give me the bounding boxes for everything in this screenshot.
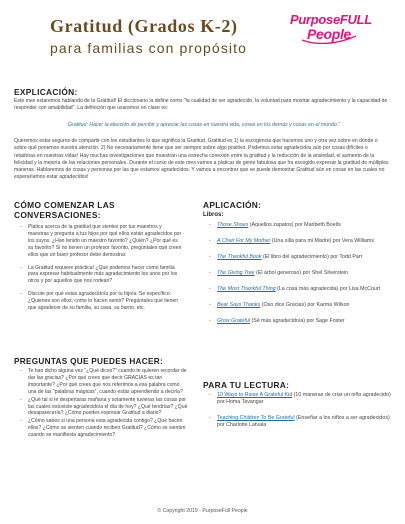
page-header: [0, 0, 405, 86]
book-item: [205, 302, 395, 309]
pregunta-item: - ¿Cómo sabes si una persona esta agradecida contigo? ¿Qué hacen ellos? ¿Cómo se sienten cuando reciben Gratitud? ¿Cómo se sienten cuando se manifiesta agradecimiento?: [18, 418, 188, 439]
reading-details: (Enseñar a los niños a ser agradecidos) por Charlotte Latvala: [217, 414, 390, 429]
book-link[interactable]: A Chair For My Mother: [217, 238, 271, 244]
book-item: [205, 318, 395, 325]
book-item: [205, 286, 395, 293]
reading-item: [205, 415, 395, 430]
book-details: (Oso dice Gracias) por Karma Wilson: [260, 302, 350, 308]
books-list: [205, 222, 395, 334]
book-link[interactable]: Those Shoes: [217, 222, 249, 228]
copyright-footer: © Copyright 2019 - PurposeFull People: [157, 508, 248, 514]
conversaciones-heading: CÓMO COMENZAR LAS CONVERSACIONES:: [14, 200, 115, 220]
book-details: (El árbol generoso) por Shel Silverstein: [254, 270, 349, 276]
book-item: [205, 270, 395, 277]
pregunta-item: - ¿Qué tal si te despertaras mañana y solamente tuvieras las cosas por las cuales estuviste agradecido/a el día de hoy? ¿Qué tendrías? ¿Qué desaparecería? ¿Cómo puedes expresar Gratitud a diario?: [18, 397, 188, 418]
book-link[interactable]: The Giving Tree: [217, 270, 255, 276]
book-item: [205, 254, 395, 261]
book-item: [205, 238, 395, 245]
lectura-heading: PARA TU LECTURA:: [203, 380, 290, 390]
preguntas-list: [18, 368, 188, 440]
book-link[interactable]: The Most Thankful Thing: [217, 286, 276, 292]
conversacion-item: - La Gratitud requiere práctica! ¿Qué podemos hacer como familia para expresar habitualmente más agradecimiento los unos por los otros y por aquellos que nos rodean?: [18, 265, 182, 286]
logo-swoosh-icon: [298, 24, 360, 44]
preguntas-heading: PREGUNTAS QUE PUEDES HACER:: [14, 357, 163, 366]
aplicacion-heading: APLICACIÓN:: [203, 200, 262, 210]
pregunta-item: - Te han dicho alguna vez "¿Qué dices?" cuando te quieren recordar de dar las gracias? ¿Por qué crees que decir GRACIAS es tan importante? ¿Por qué crees que nos referimos a esa palabra como una de las "palabras mágicas", cuando estás aprendiendo a decirla?: [18, 368, 188, 396]
libros-subheading: Libros:: [203, 212, 224, 218]
book-item: [205, 222, 395, 229]
explicacion-intro: Este mes estaremos hablando de la Gratitud! El diccionario la define como "la cualidad de ser agradecido, la voluntad para mostrar agradecimiento y la capacidad de responder con amabilidad". La definición que usaremos en clase es:: [14, 98, 388, 112]
book-details: (Sé más agradecido/a) por Sage Foster: [249, 318, 345, 324]
reading-list: [205, 392, 395, 438]
conversacion-item: - Platica acerca de la gratitud que sientes por tus maestros y maestras y pregunta a tus hijos por qué ellos están agradecidos por los suyos. ¿Han tenido un maestro favorito? ¿Quién? ¿Por qué es su favorito? Si no tienen un profesor favorito, pregúntales qué creen ellos que un buen profesor debe demostrar.: [18, 224, 182, 259]
book-details: (Una silla para mi Madre) por Vera Williams: [270, 238, 374, 244]
book-link[interactable]: Bear Says Thanks: [217, 302, 261, 308]
book-link[interactable]: The Thankful Book: [217, 254, 262, 260]
book-details: (Aquellos zapatos) por Maribeth Boelts: [248, 222, 341, 228]
conversacion-item: - Discute por qué estas agradecido/a por tu hijo/a. Se específico: ¿Quienes son ellos, como lo hacen sentir? Pregúntales qué tienen que agradecer de su familia, su casa, su barrio, etc.: [18, 291, 182, 312]
logo-line-1: PurposeFULL: [290, 12, 372, 27]
reading-details: (10 maneras de criar un niño agradecido) por Homa Tavangar: [217, 392, 391, 406]
book-details: (La cosa más agradecida) por Lisa McCourt: [275, 286, 381, 292]
book-details: (El libro del agradecimiento) por Todd Parr: [261, 254, 363, 260]
reading-link[interactable]: 10 Ways to Raise A Grateful Kid: [217, 392, 293, 398]
purposefull-people-logo: [290, 12, 372, 68]
page-subtitle: para familias con propósito: [50, 40, 248, 56]
gratitud-definition: Gratitud: Hacer la elección de percibir y apreciar las cosas en nuestra vida, cosas en los demás y cosas en el mundo.": [67, 122, 340, 128]
reading-item: [205, 392, 395, 407]
conversaciones-list: [18, 224, 182, 318]
logo-line-2: People: [306, 26, 352, 42]
book-link[interactable]: Grow Grateful: [217, 318, 250, 324]
explicacion-body: Queremos estar seguros de compartir con los estudiantes lo que significa la Gratitud. Gratitud es 1) la escogencia que hacemos uno y otra vez sobre en dónde o sobre qué ponemos nuestra atención. 2) No necesariamente tiene que ser siempre sobre algo positivo. Podemos estar agradecidos aún por cosas difíciles o retadoras en nuestras vidas! Hay muchas investigaciones que muestran una estrecha conexión entre la gratitud y la reducción de la ansiedad, el aumento de la felicidad y la mejoría de las relaciones personales. Durante el curso de este mes vamos a platicar de gente fabulosa que ha escogido expresar la gratitud de múltiples maneras. Hablaremos de cosas y personas por las que estamos agradecidos. Y vamos a encontrar que se puede demostrar Gratitud aún en cosas en las cuales no esperaríamos estar agradecidos!: [14, 138, 389, 181]
page-title: Gratitud (Grados K-2): [50, 16, 238, 36]
reading-link[interactable]: Teaching Children To Be Grateful: [217, 414, 295, 421]
explicacion-heading: EXPLICACIÓN:: [14, 87, 78, 97]
